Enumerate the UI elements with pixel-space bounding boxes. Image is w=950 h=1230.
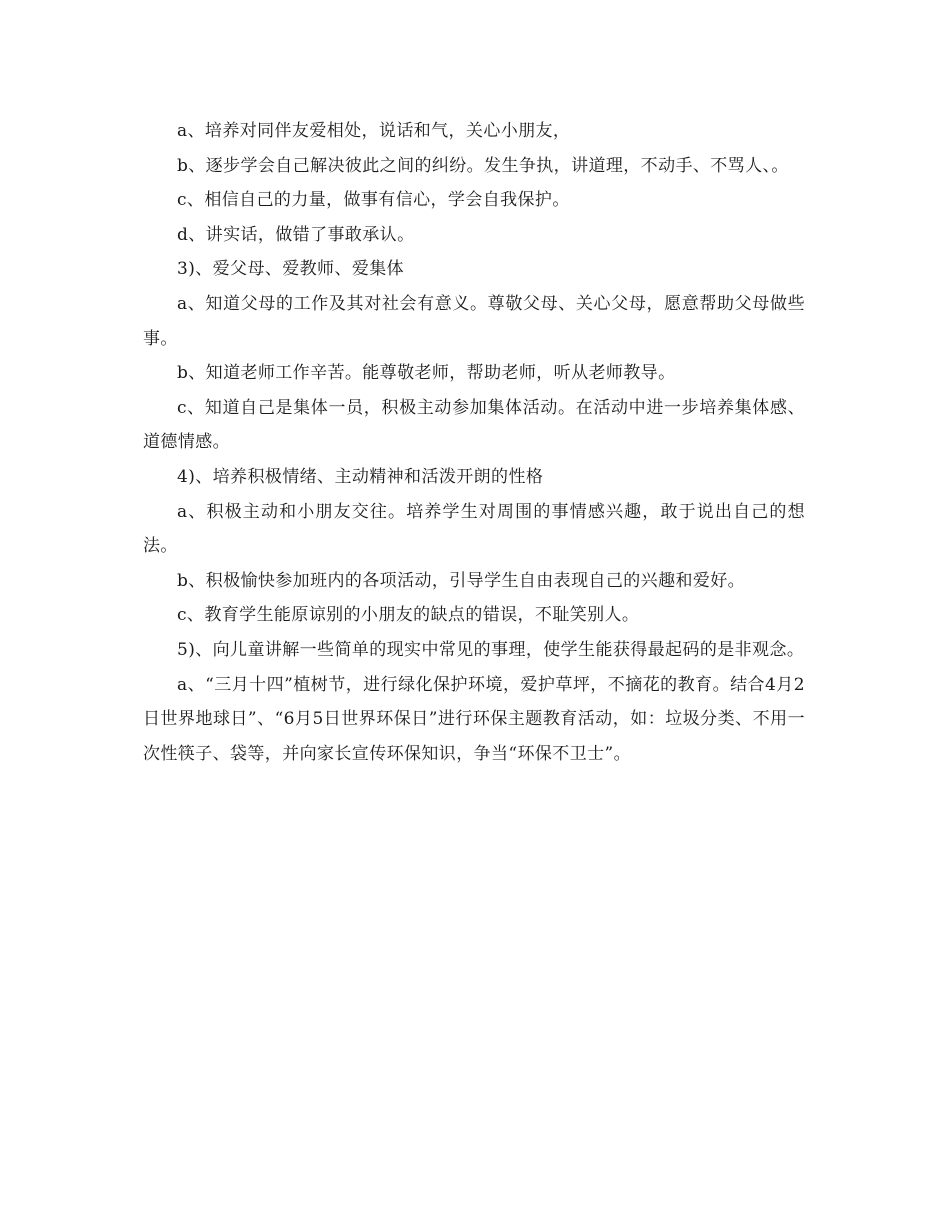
paragraph-6: a、知道父母的工作及其对社会有意义。尊敬父母、关心父母，愿意帮助父母做些事。 [143,293,805,349]
section-heading-3: 3)、爱父母、爱教师、爱集体 [177,259,405,280]
paragraph-8: c、知道自己是集体一员，积极主动参加集体活动。在活动中进一步培养集体感、道德情感。 [143,397,805,453]
paragraph-1: a、培养对同伴友爱相处，说话和气，关心小朋友， [177,121,571,141]
paragraph-4: d、讲实话，做错了事敢承认。 [177,224,415,245]
paragraph-10: a、积极主动和小朋友交往。培养学生对周围的事情感兴趣，敢于说出自己的想法。 [143,501,805,557]
paragraph-3: c、相信自己的力量，做事有信心，学会自我保护。 [177,190,570,211]
paragraph-14: a、“三月十四”植树节，进行绿化保护环境，爱护草坪，不摘花的教育。结合4月2日世界地球日”、“6月5日世界环保日”进行环保主题教育活动，如：垃圾分类、不用一次性筷子、袋等，并向家长宣传环保知识，争当“环保不卫士”。 [143,674,805,764]
paragraph-11: b、积极愉快参加班内的各项活动，引导学生自由表现自己的兴趣和爱好。 [177,570,746,591]
section-heading-5: 5)、向儿童讲解一些简单的现实中常见的事理，使学生能获得最起码的是非观念。 [177,639,805,660]
section-heading-4: 4)、培养积极情绪、主动精神和活泼开朗的性格 [177,466,544,487]
paragraph-2: b、逐步学会自己解决彼此之间的纠纷。发生争执，讲道理，不动手、不骂人、。 [177,155,789,176]
paragraph-12: c、教育学生能原谅别的小朋友的缺点的错误，不耻笑别人。 [177,605,640,626]
paragraph-7: b、知道老师工作辛苦。能尊敬老师，帮助老师，听从老师教导。 [177,363,676,384]
document-body [143,114,805,771]
